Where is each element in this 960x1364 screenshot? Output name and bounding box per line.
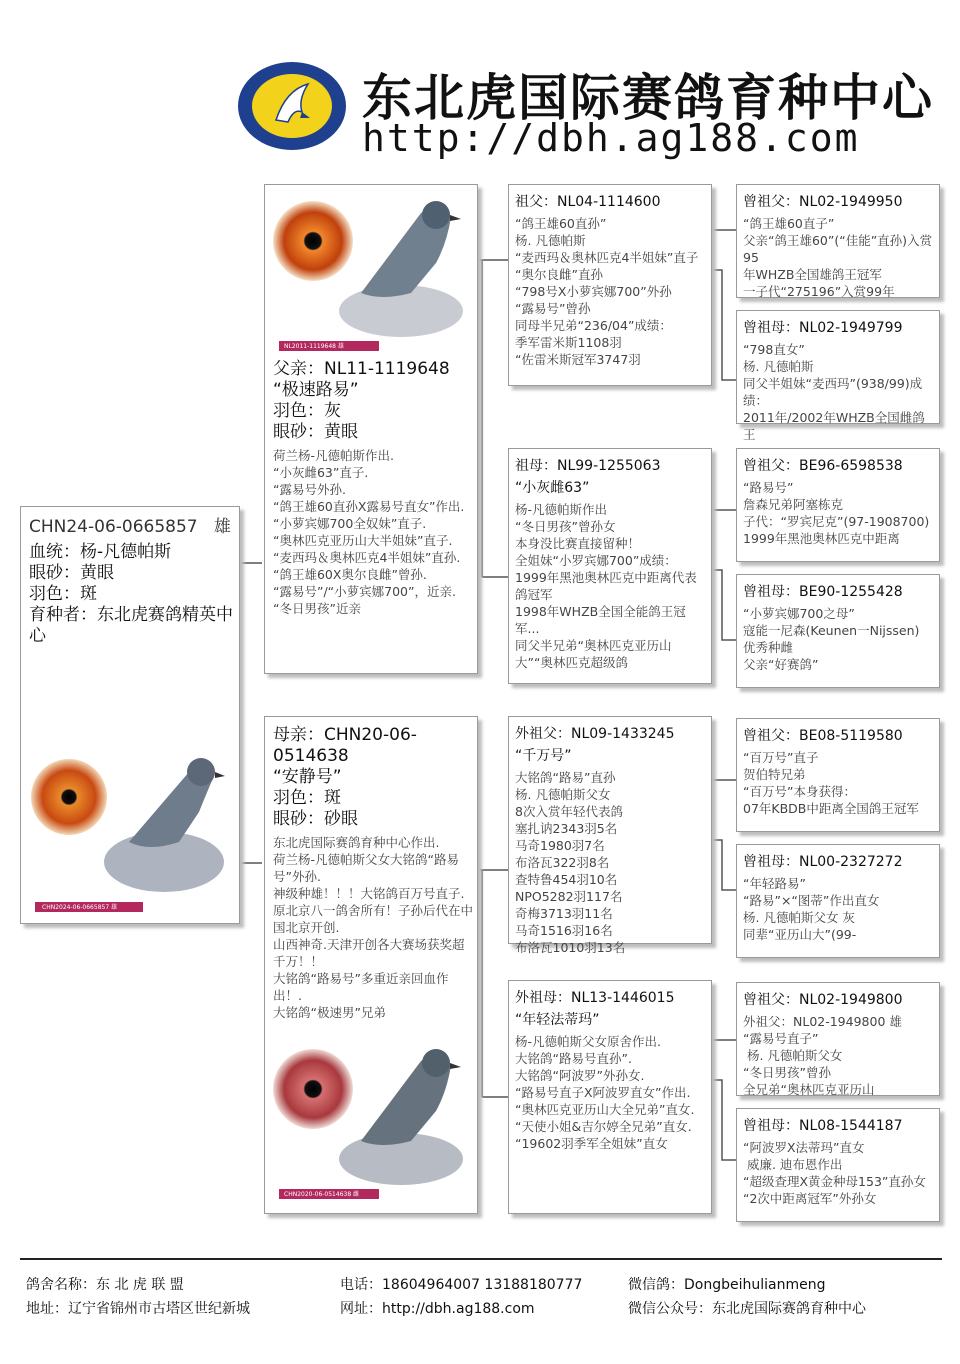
father-card	[264, 184, 478, 674]
footer-address: 地址：辽宁省锦州市古塔区世纪新城	[26, 1301, 250, 1317]
mother-card	[264, 716, 478, 1214]
footer-public: 微信公众号：东北虎国际赛鸽育种中心	[628, 1301, 866, 1317]
pgf-ring: 祖父：NL04-1114600	[515, 194, 661, 210]
mgm-notes: 杨-凡德帕斯父女原舍作出. 大铭鸽“路易号直孙”. 大铭鸽“阿波罗”外孙女. “路易号直子X阿波罗直女”作出. “奥林匹克亚历山大全兄弟”直女. “天使小姐&吉尔婷全兄弟”直女. “19602羽季军全姐妹”直女	[515, 1034, 695, 1151]
ggp-card-6	[736, 844, 940, 958]
ggp-card-2	[736, 310, 940, 442]
mgf-notes: 大铭鸽“路易”直孙 杨. 凡德帕斯父女 8次入赏年轻代表鸽 塞扎讷2343羽5名 马奇1980羽7名 布洛瓦322羽8名 查特鲁454羽10名 NPO5282羽117名 奇梅3713羽11名 马奇1516羽16名 布洛瓦1010羽13名	[515, 770, 626, 955]
mother-eye: 眼砂：砂眼	[273, 809, 358, 829]
ggp-ring-3: 曾祖父：BE96-6598538	[743, 458, 903, 474]
father-photo	[271, 193, 471, 355]
subject-ring: CHN24-06-0665857 雄	[29, 517, 231, 537]
maternal-grandmother-card	[508, 980, 712, 1214]
ggp-notes-5: “百万号”直子 贺伯特兄弟 “百万号”本身获得： 07年KBDB中距离全国鸽王冠军	[743, 750, 919, 816]
mother-color: 羽色：斑	[273, 788, 341, 808]
mother-photo-ring: CHN2020-06-0514638 雌	[281, 1189, 362, 1198]
paternal-grandfather-card	[508, 184, 712, 386]
father-eye: 眼砂：黄眼	[273, 422, 358, 442]
ggp-card-7	[736, 982, 940, 1096]
ggp-notes-4: “小萝宾娜700之母” 寇能一尼森(Keunen一Nijssen) 优秀种雌 父亲“好赛鸽”	[743, 606, 920, 672]
ggp-card-3	[736, 448, 940, 562]
mother-nick: “安静号”	[273, 767, 342, 787]
mgf-nick: “千万号”	[515, 748, 572, 764]
paternal-grandmother-card	[508, 448, 712, 684]
logo-icon	[236, 60, 348, 152]
subject-eye: 眼砂：黄眼	[29, 563, 114, 583]
ggp-ring-8: 曾祖母：NL08-1544187	[743, 1118, 903, 1134]
ggp-notes-2: “798直女” 杨. 凡德帕斯 同父半姐妹“麦西玛”(938/99)成绩： 2011年/2002年WHZB全国雌鸽王	[743, 342, 925, 442]
ggp-card-5	[736, 718, 940, 832]
footer-loft: 鸽舍名称：东 北 虎 联 盟	[26, 1277, 184, 1293]
mgf-ring: 外祖父：NL09-1433245	[515, 726, 675, 742]
subject-color: 羽色：斑	[29, 584, 97, 604]
subject-card	[20, 506, 240, 924]
footer-wechat: 微信鸽：Dongbeihulianmeng	[628, 1277, 826, 1293]
mother-notes: 东北虎国际赛鸽育种中心作出. 荷兰杨-凡德帕斯父女大铭鸽“路易号”外孙. 神级种雄！！！大铭鸽百万号直子. 原北京八一鸽舍所有！子孙后代在中国北京开创. 山西神奇.天津开创各大赛场获奖超千万！！ 大铭鸽“路易号”多重近亲回血作出！. 大铭鸽“极速男”兄弟	[273, 835, 474, 1020]
mgm-ring: 外祖母：NL13-1446015	[515, 990, 675, 1006]
mother-photo	[271, 1041, 471, 1207]
ggp-ring-4: 曾祖母：BE90-1255428	[743, 584, 903, 600]
maternal-grandfather-card	[508, 716, 712, 955]
footer-divider	[20, 1258, 942, 1260]
pgf-notes: “鸽王雄60直孙” 杨. 凡德帕斯 “麦西玛＆奥林匹克4半姐妹”直子 “奥尔良雌”直孙 “798号X小萝宾娜700”外孙 “露易号”曾孙 同母半兄弟“236/04”成绩： 季军雷米斯1108羽 “佐雷米斯冠军3747羽	[515, 216, 699, 367]
ggp-card-1	[736, 184, 940, 298]
ggp-notes-6: “年轻路易” “路易”×“图蒂”作出直女 杨. 凡德帕斯父女 灰 同辈“亚历山大”(99-	[743, 876, 880, 942]
ggp-ring-2: 曾祖母：NL02-1949799	[743, 320, 903, 336]
ggp-ring-6: 曾祖母：NL00-2327272	[743, 854, 903, 870]
subject-bloodline: 血统：杨-凡德帕斯	[29, 542, 172, 562]
subject-breeder: 育种者：东北虎赛鸽精英中心	[29, 605, 233, 646]
pgm-ring: 祖母：NL99-1255063	[515, 458, 661, 474]
subject-photo	[29, 752, 234, 917]
header-title: 东北虎国际赛鸽育种中心	[362, 69, 934, 127]
father-notes: 荷兰杨-凡德帕斯作出. “小灰雌63”直子. “露易号外孙. “鸽王雄60直孙X露易号直女”作出. “小萝宾娜700全奴妹”直子. “奥林匹克亚历山大半姐妹”直子. “麦西玛＆奥林匹克4半姐妹”直孙. “鸽王雄60X奥尔良雌”曾孙. “露易号”/“小萝宾娜700”，近亲. “冬日男孩”近亲	[273, 448, 465, 616]
pgm-nick: “小灰雌63”	[515, 480, 590, 496]
subject-sex: 雄	[213, 517, 231, 537]
mother-ring: 母亲：CHN20-06-0514638	[273, 725, 417, 766]
ggp-ring-7: 曾祖父：NL02-1949800	[743, 992, 903, 1008]
footer-phone: 电话：18604964007 13188180777	[340, 1277, 583, 1293]
subject-photo-ring: CHN2024-06-0665857 雄	[39, 902, 120, 911]
header-url[interactable]: http://dbh.ag188.com	[362, 116, 860, 160]
father-photo-ring: NL2011-1119648 雄	[281, 341, 347, 350]
ggp-card-8	[736, 1108, 940, 1222]
logo	[236, 60, 348, 152]
ggp-notes-7: 外祖父：NL02-1949800 雄 “露易号直子” 杨. 凡德帕斯父女 “冬日男孩”曾孙 全兄弟“奥林匹克亚历山	[743, 1014, 902, 1097]
pgm-notes: 杨-凡德帕斯作出 “冬日男孩”曾孙女 本身没比赛直接留种！ 全姐妹“小罗宾娜700”成绩： 1999年黑池奥林匹克中距离代表鸽冠军 1998年WHZB全国全能鸽王冠军... 同父半兄弟“奥林匹克亚历山大”“奥林匹克超级鸽	[515, 502, 697, 670]
ggp-ring-1: 曾祖父：NL02-1949950	[743, 194, 903, 210]
mgm-nick: “年轻法蒂玛”	[515, 1012, 600, 1028]
ggp-ring-5: 曾祖父：BE08-5119580	[743, 728, 903, 744]
footer-site[interactable]: 网址：http://dbh.ag188.com	[340, 1301, 535, 1317]
ggp-card-4	[736, 574, 940, 688]
father-ring: 父亲：NL11-1119648	[273, 359, 450, 379]
father-color: 羽色：灰	[273, 401, 341, 421]
ggp-notes-8: “阿波罗X法蒂玛”直女 威廉. 迪布恩作出 “超级查理X黄金种母153”直孙女 “2次中距离冠军”外孙女	[743, 1140, 926, 1206]
ggp-notes-3: “路易号” 詹森兄弟阿塞栋克 子代：“罗宾尼克”(97-1908700) 1999年黑池奥林匹克中距离	[743, 480, 930, 546]
ggp-notes-1: “鸽王雄60直子” 父亲“鸽王雄60”(“佳能”直孙)入赏95 年WHZB全国雄鸽王冠军 一子代“275196”入赏99年	[743, 216, 933, 299]
father-nick: “极速路易”	[273, 380, 359, 400]
